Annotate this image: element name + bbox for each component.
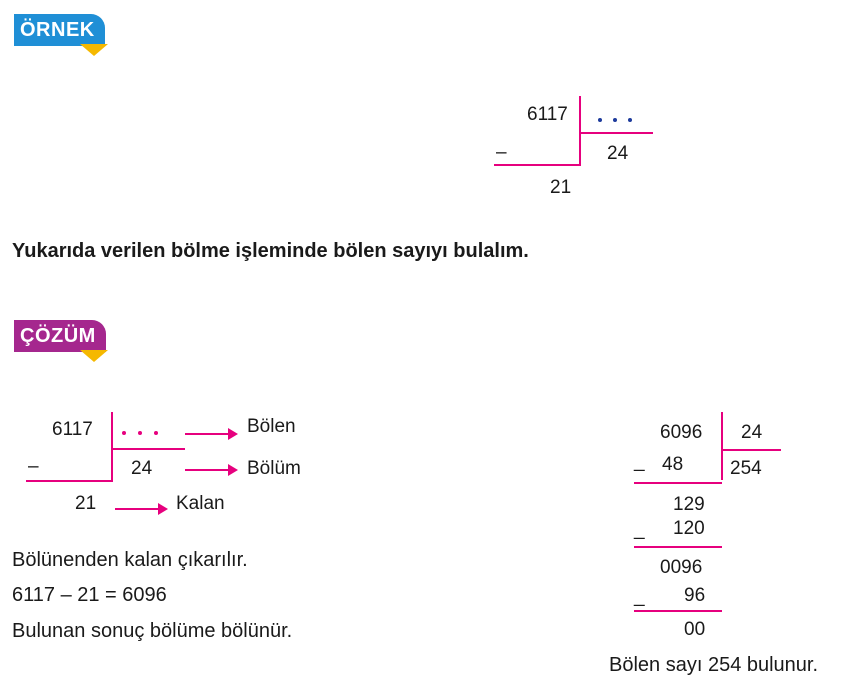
arrow-bolum-icon (185, 469, 230, 471)
cozum-dot-3 (154, 431, 158, 435)
cozum-dividend: 6117 (52, 419, 93, 440)
cozum-line-1: Bölünenden kalan çıkarılır. (12, 549, 248, 571)
ld-quotient: 254 (730, 458, 762, 479)
ld-hline-3 (634, 610, 722, 612)
ornek-division-hline-right (579, 132, 653, 134)
ornek-badge: ÖRNEK (14, 14, 105, 46)
cozum-line-3: Bulunan sonuç bölüme bölünür. (12, 620, 293, 642)
ornek-minus: – (496, 142, 507, 163)
ld-vline (721, 412, 723, 480)
label-bolen: Bölen (247, 416, 296, 437)
ornek-remainder: 21 (550, 177, 572, 198)
ornek-badge-tail (80, 44, 108, 56)
ld-minus-2: _ (634, 519, 645, 540)
arrow-kalan-icon (115, 508, 160, 510)
cozum-badge: ÇÖZÜM (14, 320, 106, 352)
cozum-badge-tail (80, 350, 108, 362)
ld-minus-3: _ (634, 586, 645, 607)
ld-hline-1 (634, 482, 722, 484)
cozum-division-vline (111, 412, 113, 480)
ld-dividend: 6096 (660, 422, 703, 443)
ornek-question: Yukarıda verilen bölme işleminde bölen sayıyı bulalım. (12, 240, 529, 262)
ld-step1-sub: 48 (662, 454, 684, 475)
cozum-line-2: 6117 – 21 = 6096 (12, 584, 167, 606)
ld-step2-sub: 120 (673, 518, 705, 539)
label-kalan: Kalan (176, 493, 225, 514)
cozum-dot-2 (138, 431, 142, 435)
arrow-bolen-icon (185, 433, 230, 435)
ld-step3-sub: 96 (684, 585, 706, 606)
cozum-division-hline-left (26, 480, 113, 482)
ornek-quotient: 24 (607, 143, 629, 164)
cozum-dot-1 (122, 431, 126, 435)
cozum-division-hline-right (111, 448, 185, 450)
cozum-minus: – (28, 456, 39, 477)
cozum-conclusion: Bölen sayı 254 bulunur. (609, 654, 819, 676)
ld-hline-2 (634, 546, 722, 548)
cozum-remainder: 21 (75, 493, 97, 514)
ld-step1-rem: 129 (673, 494, 705, 515)
ornek-dot-2 (613, 118, 617, 122)
ld-minus-1: _ (634, 451, 645, 472)
ornek-division-vline (579, 96, 581, 164)
ld-step2-rem: 0096 (660, 557, 703, 578)
ld-divisor: 24 (741, 422, 763, 443)
ornek-division-hline-left (494, 164, 581, 166)
ornek-dot-3 (628, 118, 632, 122)
ld-hline-divisor (721, 449, 781, 451)
ornek-dividend: 6117 (527, 104, 568, 125)
cozum-quotient: 24 (131, 458, 153, 479)
label-bolum: Bölüm (247, 458, 301, 479)
ld-step3-rem: 00 (684, 619, 706, 640)
ornek-dot-1 (598, 118, 602, 122)
